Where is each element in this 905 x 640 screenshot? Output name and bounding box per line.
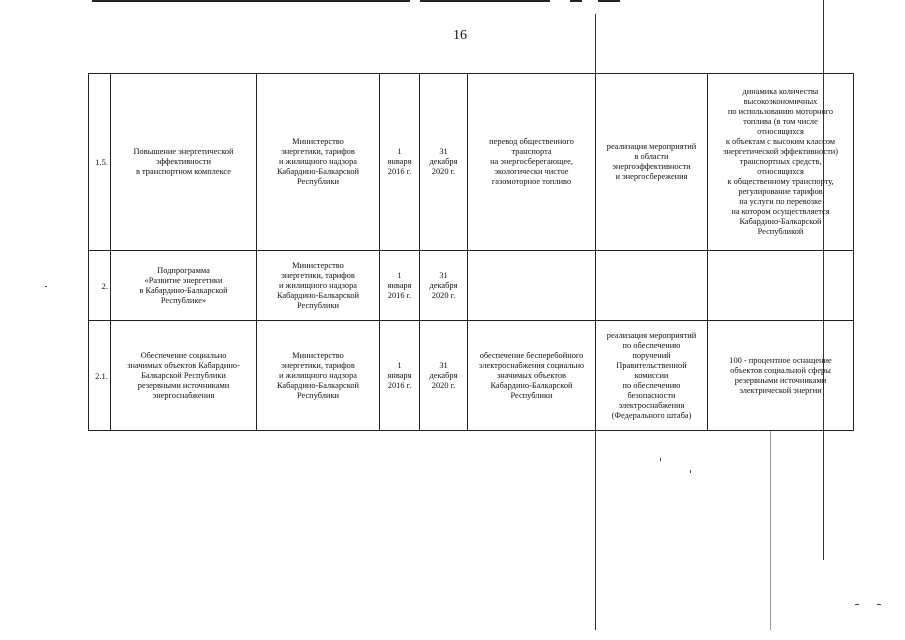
expected-result: [708, 251, 854, 321]
measures: реализация мероприятий по обеспечению поручений Правительственной комиссии по обеспечению безопасности электроснабжения (Федерального штаба): [596, 321, 708, 431]
scan-top-rule: [570, 0, 582, 2]
scan-vertical-line: [595, 430, 596, 630]
start-date: 1 января 2016 г.: [380, 321, 420, 431]
main-direction: обеспечение бесперебойного электроснабжения социально значимых объектов Кабардино-Балкарской Республики: [468, 321, 596, 431]
main-direction: [468, 251, 596, 321]
row-number: 1.5.: [89, 74, 111, 251]
measures: [596, 251, 708, 321]
executor: Министерство энергетики, тарифов и жилищного надзора Кабардино-Балкарской Республики: [257, 74, 380, 251]
table-row: [89, 251, 854, 321]
scan-vertical-line: [595, 14, 596, 74]
start-date: 1 января 2016 г.: [380, 74, 420, 251]
scan-speck: [855, 604, 859, 605]
scan-top-rule: [598, 0, 620, 2]
executor: Министерство энергетики, тарифов и жилищного надзора Кабардино-Балкарской Республики: [257, 251, 380, 321]
activity-title: Подпрограмма «Развитие энергетики в Кабардино-Балкарской Республике»: [111, 251, 257, 321]
scan-vertical-line: [770, 430, 771, 630]
scan-top-rule: [420, 0, 550, 2]
end-date: 31 декабря 2020 г.: [420, 321, 468, 431]
row-number: 2.1.: [89, 321, 111, 431]
measures: реализация мероприятий в области энергоэффективности и энергосбережения: [596, 74, 708, 251]
scan-top-rule: [92, 0, 410, 2]
table-row: [89, 74, 854, 251]
start-date: 1 января 2016 г.: [380, 251, 420, 321]
end-date: 31 декабря 2020 г.: [420, 74, 468, 251]
main-direction: перевод общественного транспорта на энергосберегающее, экологически чистое газомоторное топливо: [468, 74, 596, 251]
expected-result: 100 - процентное оснащение объектов социальной сферы резервными источниками электрической энергии: [708, 321, 854, 431]
expected-result: динамика количества высокоэкономичных по использованию моторного топлива (в том числе относящихся к объектам с высоким классом энергетической эффективности) транспортных средств, относящихся к общественному транспорту, регулирование тарифов на услуги по перевозке на котором осуществляется Кабардино-Балкарской Республикой: [708, 74, 854, 251]
activity-title: Обеспечение социально значимых объектов Кабардино- Балкарской Республики резервными источниками энергоснабжения: [111, 321, 257, 431]
row-number: 2.: [89, 251, 111, 321]
scan-speck: [690, 470, 691, 473]
page-number: 16: [453, 28, 467, 43]
scan-speck: [660, 458, 661, 461]
activity-title: Повышение энергетической эффективности в транспортном комплексе: [111, 74, 257, 251]
end-date: 31 декабря 2020 г.: [420, 251, 468, 321]
executor: Министерство энергетики, тарифов и жилищного надзора Кабардино-Балкарской Республики: [257, 321, 380, 431]
program-table: [88, 73, 854, 431]
table-row: [89, 321, 854, 431]
scan-speck: [877, 604, 881, 605]
scan-speck: [45, 286, 47, 287]
